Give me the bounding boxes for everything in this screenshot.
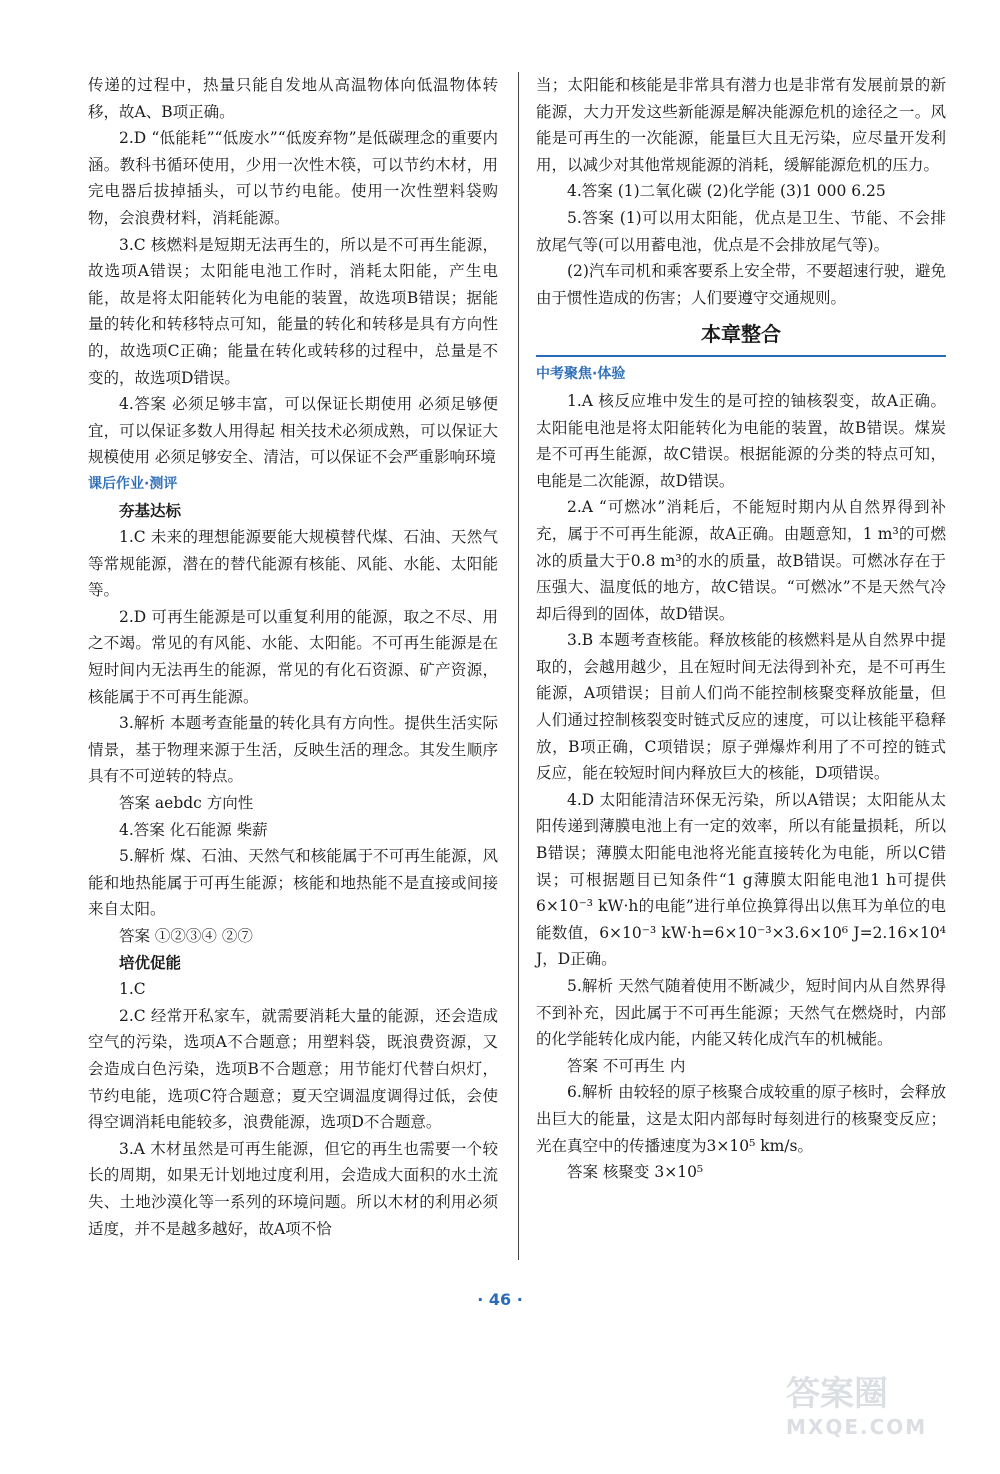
watermark-logo xyxy=(786,1366,976,1456)
watermark-url: MXQE.COM xyxy=(786,1415,928,1439)
subheading-basic: 夯基达标 xyxy=(119,501,182,520)
chapter-title: 本章整合 xyxy=(701,322,781,347)
answer-4: 4.答案 必须足够丰富，可以保证长期使用 必须足够便宜，可以保证多数人用得起 相关技术必须成熟，可以保证大规模使用 必须足够安全、清洁，可以保证不会严重影响环境 xyxy=(88,395,498,467)
right-column xyxy=(536,72,946,1186)
paragraph-intro: 传递的过程中，热量只能自发地从高温物体向低温物体转移，故A、B项正确。 xyxy=(88,76,498,121)
chapter-rule xyxy=(536,355,946,357)
exam-answer-5: 5.解析 天然气随着使用不断减少，短时间内从自然界得不到补充，因此属于不可再生能源；天然气在燃烧时，内部的化学能转化成内能，内能又转化成汽车的机械能。 xyxy=(536,977,946,1049)
exam-answer-3: 3.B 本题考查核能。释放核能的核燃料是从自然界中提取的，会越用越少，且在短时间无法得到补充，是不可再生能源，A项错误；目前人们尚不能控制核聚变释放能量，但人们通过控制核裂变时链式反应的速度，可以让核能平稳释放，B项正确，C项错误；原子弹爆炸利用了不可控的链式反应，能在较短时间内释放巨大的核能，D项错误。 xyxy=(536,631,946,783)
left-column xyxy=(88,72,498,1242)
section-heading-exam: 中考聚焦·体验 xyxy=(536,366,626,383)
basic-answer-2: 2.D 可再生能源是可以重复利用的能源，取之不尽、用之不竭。常见的有风能、水能、太阳能。不可再生能源是在短时间内无法再生的能源，常见的有化石资源、矿产资源，核能属于不可再生能源。 xyxy=(88,607,498,706)
exam-answer-1: 1.A 核反应堆中发生的是可控的铀核裂变，故A正确。太阳能电池是将太阳能转化为电能的装置，故B错误。煤炭是不可再生能源，故C错误。根据能源的分类的特点可知，电能是二次能源，故D错误。 xyxy=(536,391,946,490)
exam-answer-6-key: 答案 核聚变 3×10⁵ xyxy=(567,1163,704,1182)
answer-2: 2.D “低能耗”“低废水”“低废弃物”是低碳理念的重要内涵。教科书循环使用，少用一次性木筷，可以节约木材，用完电器后拔掉插头，可以节约电能。使用一次性塑料袋购物，会浪费材料，消耗能源。 xyxy=(88,129,498,227)
exam-answer-2: 2.A “可燃冰”消耗后，不能短时期内从自然界得到补充，属于不可再生能源，故A正确。由题意知，1 m³的可燃冰的质量大于0.8 m³的水的质量，故B错误。可燃冰存在于压强大、温度低的地方，故C错误。“可燃冰”不是天然气冷却后得到的固体，故D错误。 xyxy=(536,498,946,623)
watermark-text: 答案圈 xyxy=(786,1374,888,1414)
page-number: · 46 · xyxy=(477,1290,523,1309)
advanced-answer-5: 5.答案 (1)可以用太阳能，优点是卫生、节能、不会排放尾气等(可以用蓄电池，优点是不会排放尾气等)。 xyxy=(536,208,946,254)
advanced-answer-5-part2: (2)汽车司机和乘客要系上安全带，不要超速行驶，避免由于惯性造成的伤害；人们要遵守交通规则。 xyxy=(536,262,946,307)
advanced-answer-3: 3.A 木材虽然是可再生能源，但它的再生也需要一个较长的周期，如果无计划地过度利用，会造成大面积的水土流失、土地沙漠化等一系列的环境问题。所以木材的利用必须适度，并不是越多越好，故A项不恰 xyxy=(88,1139,498,1238)
basic-answer-5: 5.解析 煤、石油、天然气和核能属于不可再生能源，风能和地热能属于可再生能源；核能和地热能不是直接或间接来自太阳。 xyxy=(88,847,498,919)
answer-3: 3.C 核燃料是短期无法再生的，所以是不可再生能源，故选项A错误；太阳能电池工作时，消耗太阳能，产生电能，故是将太阳能转化为电能的装置，故选项B错误；据能量的转化和转移特点可知，能量的转化和转移是具有方向性的，故选项C正确；能量在转化或转移的过程中，总量是不变的，故选项D错误。 xyxy=(88,235,498,387)
basic-answer-3-key: 答案 aebdc 方向性 xyxy=(119,794,254,813)
paragraph-continued: 当；太阳能和核能是非常具有潜力也是非常有发展前景的新能源，大力开发这些新能源是解决能源危机的途径之一。风能是可再生的一次能源，能量巨大且无污染，应尽量开发利用，以减少对其他常规能源的消耗，缓解能源危机的压力。 xyxy=(536,76,946,174)
basic-answer-5-key: 答案 ①②③④ ②⑦ xyxy=(119,927,253,945)
advanced-answer-2: 2.C 经常开私家车，就需要消耗大量的能源，还会造成空气的污染，选项A不合题意；用塑料袋，既浪费资源，又会造成白色污染，选项B不合题意；用节能灯代替白炽灯，节约电能，选项C符合题意；夏天空调温度调得过低，会使得空调消耗电能较多，浪费能源，选项D不合题意。 xyxy=(88,1006,498,1132)
column-divider xyxy=(518,72,519,1260)
basic-answer-4: 4.答案 化石能源 柴薪 xyxy=(119,820,268,839)
advanced-answer-1: 1.C xyxy=(119,980,146,999)
subheading-advanced: 培优促能 xyxy=(119,953,182,972)
advanced-answer-4: 4.答案 (1)二氧化碳 (2)化学能 (3)1 000 6.25 xyxy=(567,182,886,201)
exam-answer-4: 4.D 太阳能清洁环保无污染，所以A错误；太阳能从太阳传递到薄膜电池上有一定的效率，所以有能量损耗，所以B错误；薄膜太阳能电池将光能直接转化为电能，所以C错误；可根据题目已知条件“1 g薄膜太阳能电池1 h可提供6×10⁻³ kW·h的电能”进行单位换算得出以焦耳为单位的电能数值，6×10⁻³ kW·h=6×10⁻³×3.6×10⁶ J=2.16×10⁴ J，D正确。 xyxy=(536,790,946,969)
basic-answer-3: 3.解析 本题考查能量的转化具有方向性。提供生活实际情景，基于物理来源于生活，反映生活的理念。其发生顺序具有不可逆转的特点。 xyxy=(88,714,498,786)
basic-answer-1: 1.C 未来的理想能源要能大规模替代煤、石油、天然气等常规能源，潜在的替代能源有核能、风能、水能、太阳能等。 xyxy=(88,528,498,600)
exam-answer-5-key: 答案 不可再生 内 xyxy=(567,1056,686,1075)
exam-answer-6: 6.解析 由较轻的原子核聚合成较重的原子核时，会释放出巨大的能量，这是太阳内部每时每刻进行的核聚变反应；光在真空中的传播速度为3×10⁵ km/s。 xyxy=(536,1083,946,1155)
section-heading-homework: 课后作业·测评 xyxy=(88,475,178,492)
